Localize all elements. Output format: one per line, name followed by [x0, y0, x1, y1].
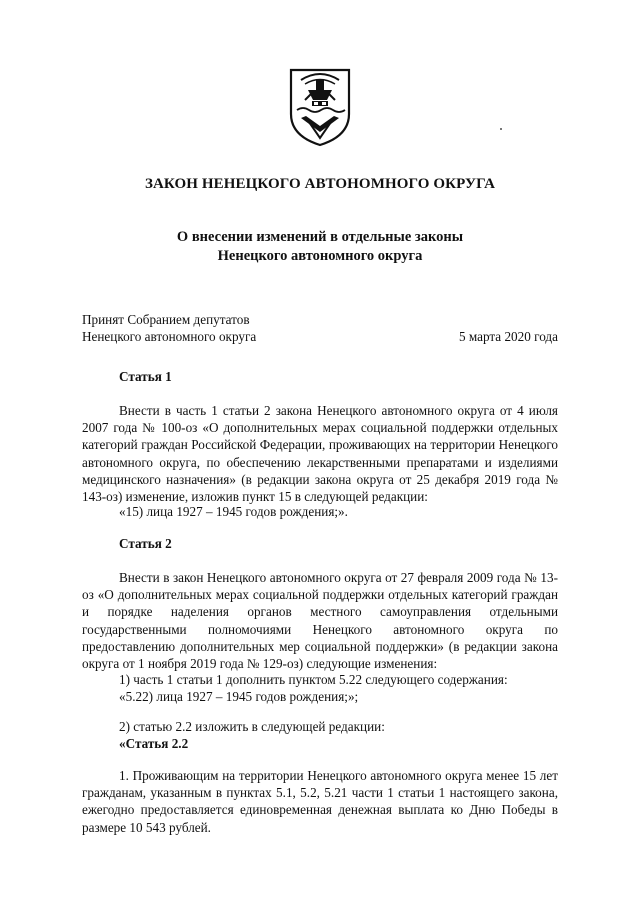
- adopted-date: 5 марта 2020 года: [458, 329, 558, 344]
- article-1-text: Внести в часть 1 статьи 2 закона Ненецкого автономного округа от 4 июля 2007 года № 100-оз «О дополнительных мерах социальной поддержки отдельных категорий граждан Российской Федерации, проживающих на территории Ненецкого автономного округа, по обеспечению лекарственными препаратами и изделиями медицинского назначения» (в редакции закона округа от 25 декабря 2019 года № 143-оз) изменение, изложив пункт 15 в следующей редакции:: [82, 403, 558, 505]
- article-2-item-1: [119, 671, 508, 705]
- coat-of-arms-icon: [287, 66, 353, 148]
- item-2-line-1: 2) статью 2.2 изложить в следующей редакции:: [119, 719, 385, 734]
- item-1-line-1: 1) часть 1 статьи 1 дополнить пунктом 5.22 следующего содержания:: [119, 672, 508, 687]
- article-1-quote: «15) лица 1927 – 1945 годов рождения;».: [119, 504, 348, 519]
- article-2-item-2: [119, 718, 385, 752]
- article-2-point-1: 1. Проживающим на территории Ненецкого автономного округа менее 15 лет гражданам, указанным в пунктах 5.1, 5.2, 5.21 части 1 статьи 1 настоящего закона, ежегодно предоставляется единовременная денежная выплата ко Дню Победы в размере 10 543 рублей.: [82, 768, 558, 835]
- article-2-heading: Статья 2: [119, 536, 172, 551]
- article-1-heading: Статья 1: [119, 369, 172, 384]
- article-2-text: Внести в закон Ненецкого автономного округа от 27 февраля 2009 года № 13-оз «О дополнительных мерах социальной поддержки отдельных категорий граждан и порядке наделения органов местного самоуправления отдельными государственными полномочиями Ненецкого автономного округа по предоставлению дополнительных мер социальной поддержки» (в редакции закона округа от 1 ноября 2019 года № 129-оз) следующие изменения:: [82, 570, 558, 672]
- adopted-line-2: Ненецкого автономного округа: [82, 329, 257, 345]
- adopted-line-1: Принят Собранием депутатов: [82, 312, 250, 327]
- adopted-by: [82, 311, 256, 345]
- law-title: ЗАКОН НЕНЕЦКОГО АВТОНОМНОГО ОКРУГА: [144, 176, 496, 192]
- item-2-line-2: «Статья 2.2: [119, 736, 189, 752]
- scan-artifact: [500, 128, 502, 130]
- law-subtitle: [0, 228, 640, 266]
- item-1-line-2: «5.22) лица 1927 – 1945 годов рождения;»;: [119, 689, 359, 705]
- subtitle-line-2: Ненецкого автономного округа: [217, 248, 423, 264]
- subtitle-line-1: О внесении изменений в отдельные законы: [176, 229, 464, 245]
